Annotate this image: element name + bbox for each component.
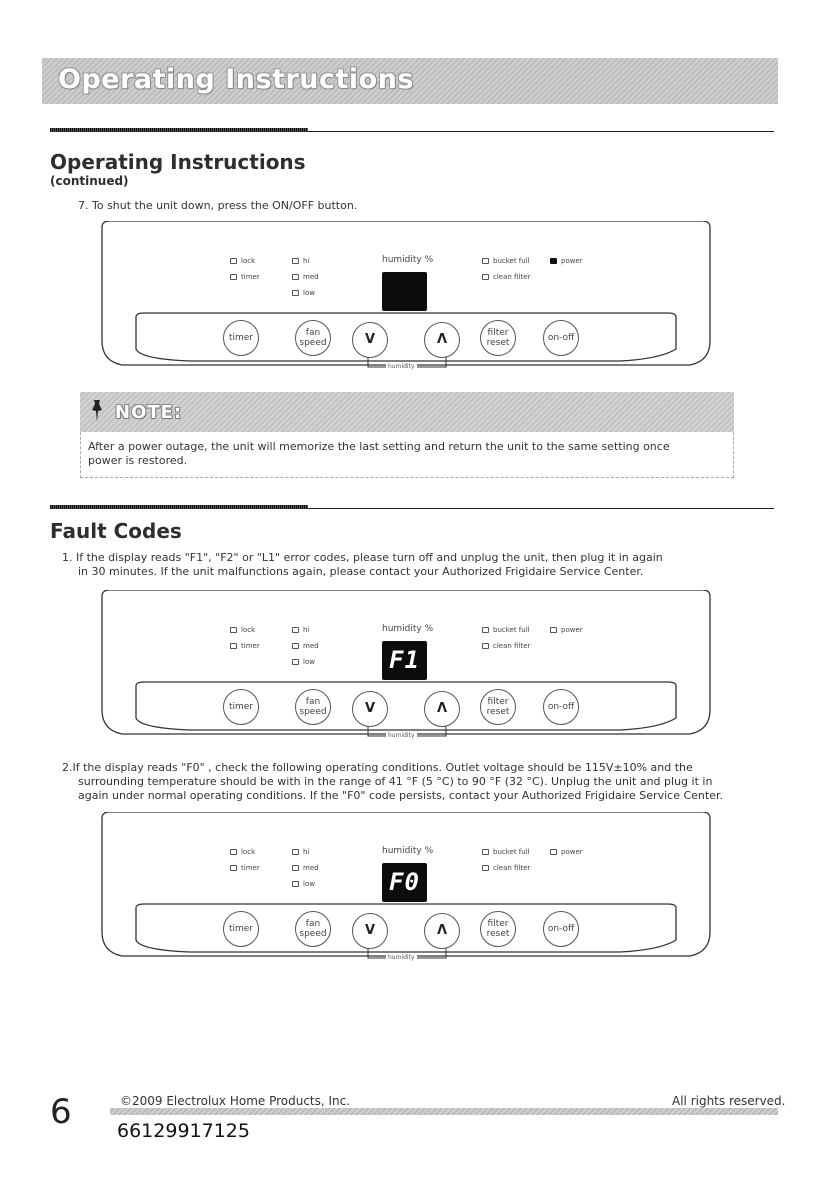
fault-item2-line2: surrounding temperature should be with in the range of 41 °F (5 °C) to 90 °F (32 °C). Unplug the unit and plug it in (78, 775, 713, 788)
on-off-button[interactable]: on-off (543, 911, 579, 947)
hi-label: hi (303, 848, 310, 856)
indicator-box (292, 643, 299, 649)
humidity-percent-label: humidity % (382, 255, 434, 265)
indicator-box (550, 849, 557, 855)
indicator-box (292, 881, 299, 887)
timer-label: timer (241, 864, 260, 872)
lock-label: lock (241, 848, 256, 856)
control-panel-f0 (100, 812, 712, 964)
timer-label: timer (241, 642, 260, 650)
part-number: 66129917125 (117, 1120, 250, 1142)
timer-indicator (230, 642, 260, 651)
clean-filter-label: clean filter (493, 273, 531, 281)
fan-speed-button[interactable] (295, 689, 331, 725)
on-off-button[interactable]: on-off (543, 689, 579, 725)
power-indicator (550, 626, 583, 635)
humidity-bottom-label: humidity (388, 363, 415, 370)
power-label: power (561, 626, 583, 634)
indicator-box (230, 865, 237, 871)
rights-text: All rights reserved. (672, 1094, 786, 1108)
note-label: NOTE: (115, 402, 183, 423)
timer-button[interactable]: timer (223, 689, 259, 725)
indicator-box (292, 258, 299, 264)
lock-label: lock (241, 626, 256, 634)
clean-filter-indicator (482, 642, 530, 651)
humidity-bottom-label: humidity (388, 954, 415, 961)
filter-label: filter (487, 919, 509, 929)
on-off-button[interactable]: on-off (543, 320, 579, 356)
indicator-box (482, 865, 489, 871)
control-panel-f1 (100, 590, 712, 742)
humidity-percent-label: humidity % (382, 846, 434, 856)
speed-label: speed (299, 929, 327, 939)
fan-label: fan (305, 919, 321, 929)
power-label: power (561, 257, 583, 265)
med-indicator (292, 642, 319, 651)
humidity-up-button[interactable]: Λ (424, 322, 460, 358)
indicator-box (230, 258, 237, 264)
filter-reset-button[interactable] (480, 689, 516, 725)
indicator-box (482, 627, 489, 633)
humidity-display: F1 (382, 641, 427, 680)
fan-label: fan (305, 697, 321, 707)
timer-button[interactable]: timer (223, 320, 259, 356)
reset-label: reset (486, 929, 510, 939)
humidity-up-button[interactable]: Λ (424, 913, 460, 949)
bucket-full-indicator (482, 848, 530, 857)
low-label: low (303, 289, 315, 297)
med-indicator (292, 864, 319, 873)
indicator-box (292, 274, 299, 280)
low-label: low (303, 880, 315, 888)
lock-indicator (230, 848, 255, 857)
timer-indicator (230, 273, 260, 282)
bucket-full-label: bucket full (493, 257, 530, 265)
humidity-bottom-label: humidity (388, 732, 415, 739)
low-label: low (303, 658, 315, 666)
reset-label: reset (486, 707, 510, 717)
humidity-up-button[interactable]: Λ (424, 691, 460, 727)
fan-speed-button[interactable] (295, 320, 331, 356)
power-indicator (550, 848, 583, 857)
section-rule-thin (308, 131, 774, 132)
note-text-line2: power is restored. (88, 454, 188, 467)
indicator-box (292, 865, 299, 871)
note-text-line1: After a power outage, the unit will memorize the last setting and return the unit to the same setting once (88, 440, 670, 453)
low-indicator (292, 658, 315, 667)
bucket-full-indicator (482, 626, 530, 635)
section-subtitle: (continued) (50, 174, 129, 188)
fan-label: fan (305, 328, 321, 338)
indicator-box (292, 627, 299, 633)
hi-label: hi (303, 626, 310, 634)
hi-indicator (292, 848, 309, 857)
copyright-text: ©2009 Electrolux Home Products, Inc. (120, 1094, 351, 1108)
pushpin-icon (88, 398, 106, 424)
indicator-box (230, 627, 237, 633)
clean-filter-indicator (482, 864, 530, 873)
power-indicator (550, 257, 583, 266)
banner-title: Operating Instructions (58, 64, 415, 95)
indicator-box (482, 274, 489, 280)
indicator-box (550, 627, 557, 633)
section-title: Operating Instructions (50, 150, 306, 174)
fault-item2-line3: again under normal operating conditions. If the "F0" code persists, contact your Authorized Frigidaire Service Center. (78, 789, 723, 802)
humidity-down-button[interactable]: V (352, 913, 388, 949)
med-indicator (292, 273, 319, 282)
low-indicator (292, 289, 315, 298)
indicator-box (292, 659, 299, 665)
speed-label: speed (299, 338, 327, 348)
bucket-full-label: bucket full (493, 848, 530, 856)
humidity-display: F0 (382, 863, 427, 902)
timer-button[interactable]: timer (223, 911, 259, 947)
hi-indicator (292, 626, 309, 635)
indicator-box (230, 643, 237, 649)
indicator-box (292, 849, 299, 855)
filter-reset-button[interactable] (480, 320, 516, 356)
page-number: 6 (50, 1092, 72, 1132)
control-panel-off (100, 221, 712, 373)
fault-codes-title: Fault Codes (50, 519, 182, 543)
speed-label: speed (299, 707, 327, 717)
low-indicator (292, 880, 315, 889)
hi-label: hi (303, 257, 310, 265)
step-7-text: 7. To shut the unit down, press the ON/OFF button. (78, 199, 358, 212)
indicator-box (482, 643, 489, 649)
power-label: power (561, 848, 583, 856)
fault-item1-line2: in 30 minutes. If the unit malfunctions again, please contact your Authorized Frigidaire Service Center. (78, 565, 644, 578)
clean-filter-label: clean filter (493, 642, 531, 650)
section-rule-thick (50, 128, 308, 132)
indicator-box (482, 258, 489, 264)
indicator-box (482, 849, 489, 855)
humidity-down-button[interactable]: V (352, 322, 388, 358)
fault-item1-line1: 1. If the display reads "F1", "F2" or "L1" error codes, please turn off and unplug the unit, then plug it in again (62, 551, 663, 564)
indicator-box (230, 274, 237, 280)
reset-label: reset (486, 338, 510, 348)
med-label: med (303, 273, 319, 281)
fault-item2-line1: 2.If the display reads "F0" , check the following operating conditions. Outlet voltage should be 115V±10% and the (62, 761, 693, 774)
humidity-display (382, 272, 427, 311)
hi-indicator (292, 257, 309, 266)
med-label: med (303, 642, 319, 650)
lock-label: lock (241, 257, 256, 265)
indicator-box (230, 849, 237, 855)
clean-filter-indicator (482, 273, 530, 282)
bucket-full-indicator (482, 257, 530, 266)
indicator-box (292, 290, 299, 296)
lock-indicator (230, 257, 255, 266)
bucket-full-label: bucket full (493, 626, 530, 634)
lock-indicator (230, 626, 255, 635)
filter-label: filter (487, 328, 509, 338)
clean-filter-label: clean filter (493, 864, 531, 872)
footer-bar (110, 1108, 778, 1115)
med-label: med (303, 864, 319, 872)
humidity-percent-label: humidity % (382, 624, 434, 634)
filter-label: filter (487, 697, 509, 707)
timer-label: timer (241, 273, 260, 281)
fan-speed-button[interactable] (295, 911, 331, 947)
humidity-down-button[interactable]: V (352, 691, 388, 727)
fault-rule-thin (308, 508, 774, 509)
filter-reset-button[interactable] (480, 911, 516, 947)
fault-rule-thick (50, 505, 308, 509)
timer-indicator (230, 864, 260, 873)
indicator-box (550, 258, 557, 264)
